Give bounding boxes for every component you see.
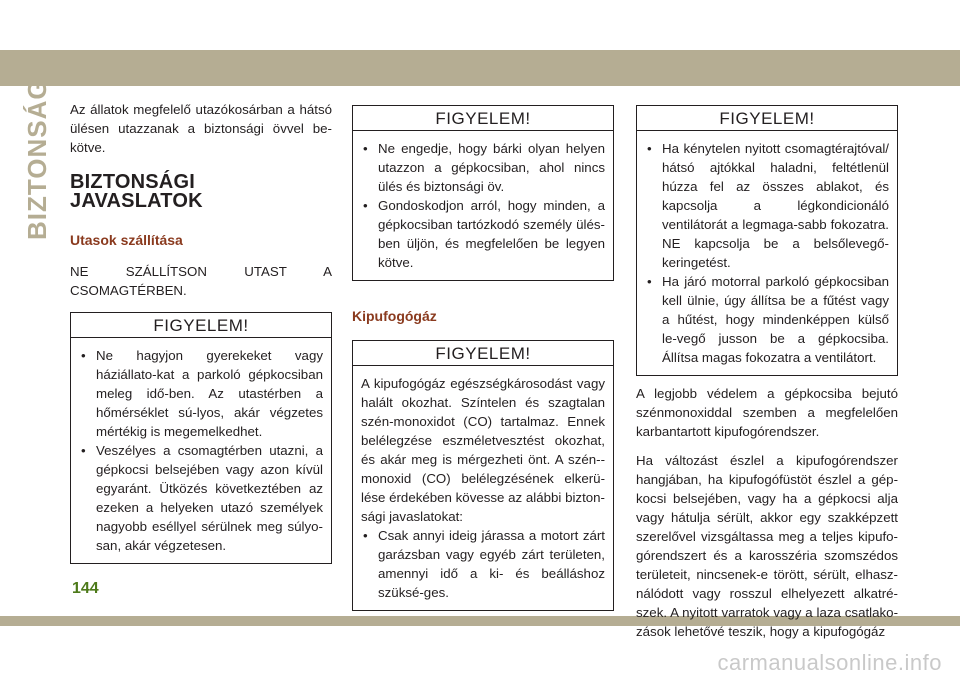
warning-title: FIGYELEM! bbox=[637, 106, 897, 131]
body-paragraph-1: A legjobb védelem a gépkocsiba bejutó szénmonoxiddal szemben a megfelelően karbantartott kipufogórendszer. bbox=[636, 386, 898, 439]
intro-paragraph: Az állatok megfelelő utazókosárban a hátsó ülésen utazzanak a biztonsági övvel be-kötve. bbox=[70, 102, 332, 155]
warning-item: • Gondoskodjon arról, hogy minden, a gépkocsiban tartózkodó személy ülés-ben üljön, és megfelelően be legyen kötve. bbox=[361, 196, 605, 272]
warning-item: • Csak annyi ideig járassa a motort zárt garázsban vagy egyéb zárt területen, amennyi idő a ki- és beálláshoz szüksé-ges. bbox=[361, 526, 605, 602]
warning-item: • Ha járó motorral parkoló gépkocsiban kell ülnie, úgy állítsa be a fűtést vagy a hűtést, hogy mindenképpen külső le-vegő jusson be a gépkocsiba. Állítsa magas fokozatra a ventilátort. bbox=[645, 272, 889, 367]
warning-list bbox=[361, 526, 605, 602]
warning-list bbox=[645, 139, 889, 367]
warning-body bbox=[637, 131, 897, 375]
warning-item: • Ne hagyjon gyerekeket vagy háziállato-kat a parkoló gépkocsiban meleg idő-ben. Az utastérben a hőmérséklet sú-lyos, akár végzetes mértékig is megemelkedhet. bbox=[79, 346, 323, 441]
warning-body bbox=[353, 366, 613, 610]
warning-list bbox=[361, 139, 605, 272]
watermark-text: carmanualsonline.info bbox=[717, 650, 942, 675]
warning-body bbox=[353, 131, 613, 280]
page-top-margin bbox=[0, 0, 960, 50]
notice-line-2: CSOMAGTÉRBEN. bbox=[70, 283, 187, 298]
warning-body bbox=[71, 338, 331, 563]
warning-box-children-cargo bbox=[70, 312, 332, 564]
header-band bbox=[0, 50, 960, 86]
warning-text: A kipufogógáz egészségkárosodást vagy halált okozhat. Színtelen és szagtalan szén-monoxidot (CO) tartalmaz. Ennek belélegzése eszméletvesztést okozhat, és akár meg is mérgezheti önt. A szén--monoxid (CO) belélegzésének elkerü-lése érdekében kövesse az alábbi bizton-sági javaslatokat: bbox=[361, 376, 605, 524]
body-paragraph-2: Ha változást észlel a kipufogórendszer hangjában, ha kipufogófüstöt észlel a gép-kocsi belsejében, vagy ha a gépkocsi alja vagy hátulja sérült, akkor egy szakképzett szerelővel vizsgáltassa meg a teljes kipufo-górendszert és a karosszéria szomszédos területeit, nincsenek-e törött, sérült, elhasz-nálódott vagy rosszul elhelyezett alkatré-szek. A nyitott varratok vagy a laza csatlako-zások lehetővé teszik, hogy a kipufogógáz bbox=[636, 453, 898, 639]
warning-box-exhaust bbox=[352, 340, 614, 611]
column-2 bbox=[352, 105, 614, 611]
warning-box-seating bbox=[352, 105, 614, 281]
column-3 bbox=[636, 105, 898, 651]
warning-item: • Ha kénytelen nyitott csomagtérajtóval/ hátsó ajtókkal haladni, feltétlenül húzza fel az összes ablakot, és kapcsolja a légkondicionáló ventilátorát a legmaga-sabb fokozatra. NE kapcsolja be a belsőlevegő-keringetést. bbox=[645, 139, 889, 272]
warning-item: • Veszélyes a csomagtérben utazni, a gépkocsi belsejében vagy azon kívül egyaránt. Ütközés következtében az ezeken a helyeken utazó személyek nagyobb eséllyel sérülnek meg súlyo-san, akár végzetesen. bbox=[79, 441, 323, 555]
subsection-title-passengers: Utasok szállítása bbox=[70, 232, 183, 248]
notice-line-1: NE SZÁLLÍTSON UTAST A bbox=[70, 264, 332, 279]
section-title: BIZTONSÁGI JAVASLATOK bbox=[70, 171, 203, 212]
warning-list bbox=[79, 346, 323, 555]
warning-title: FIGYELEM! bbox=[353, 341, 613, 366]
subsection-title-exhaust: Kipufogógáz bbox=[352, 308, 437, 324]
page-number: 144 bbox=[72, 580, 99, 597]
section-side-label: BIZTONSÁG bbox=[22, 78, 52, 240]
warning-title: FIGYELEM! bbox=[71, 313, 331, 338]
warning-box-ventilation bbox=[636, 105, 898, 376]
column-1 bbox=[70, 100, 332, 564]
warning-title: FIGYELEM! bbox=[353, 106, 613, 131]
warning-item: • Ne engedje, hogy bárki olyan helyen utazzon a gépkocsiban, ahol nincs ülés és biztonsági öv. bbox=[361, 139, 605, 196]
